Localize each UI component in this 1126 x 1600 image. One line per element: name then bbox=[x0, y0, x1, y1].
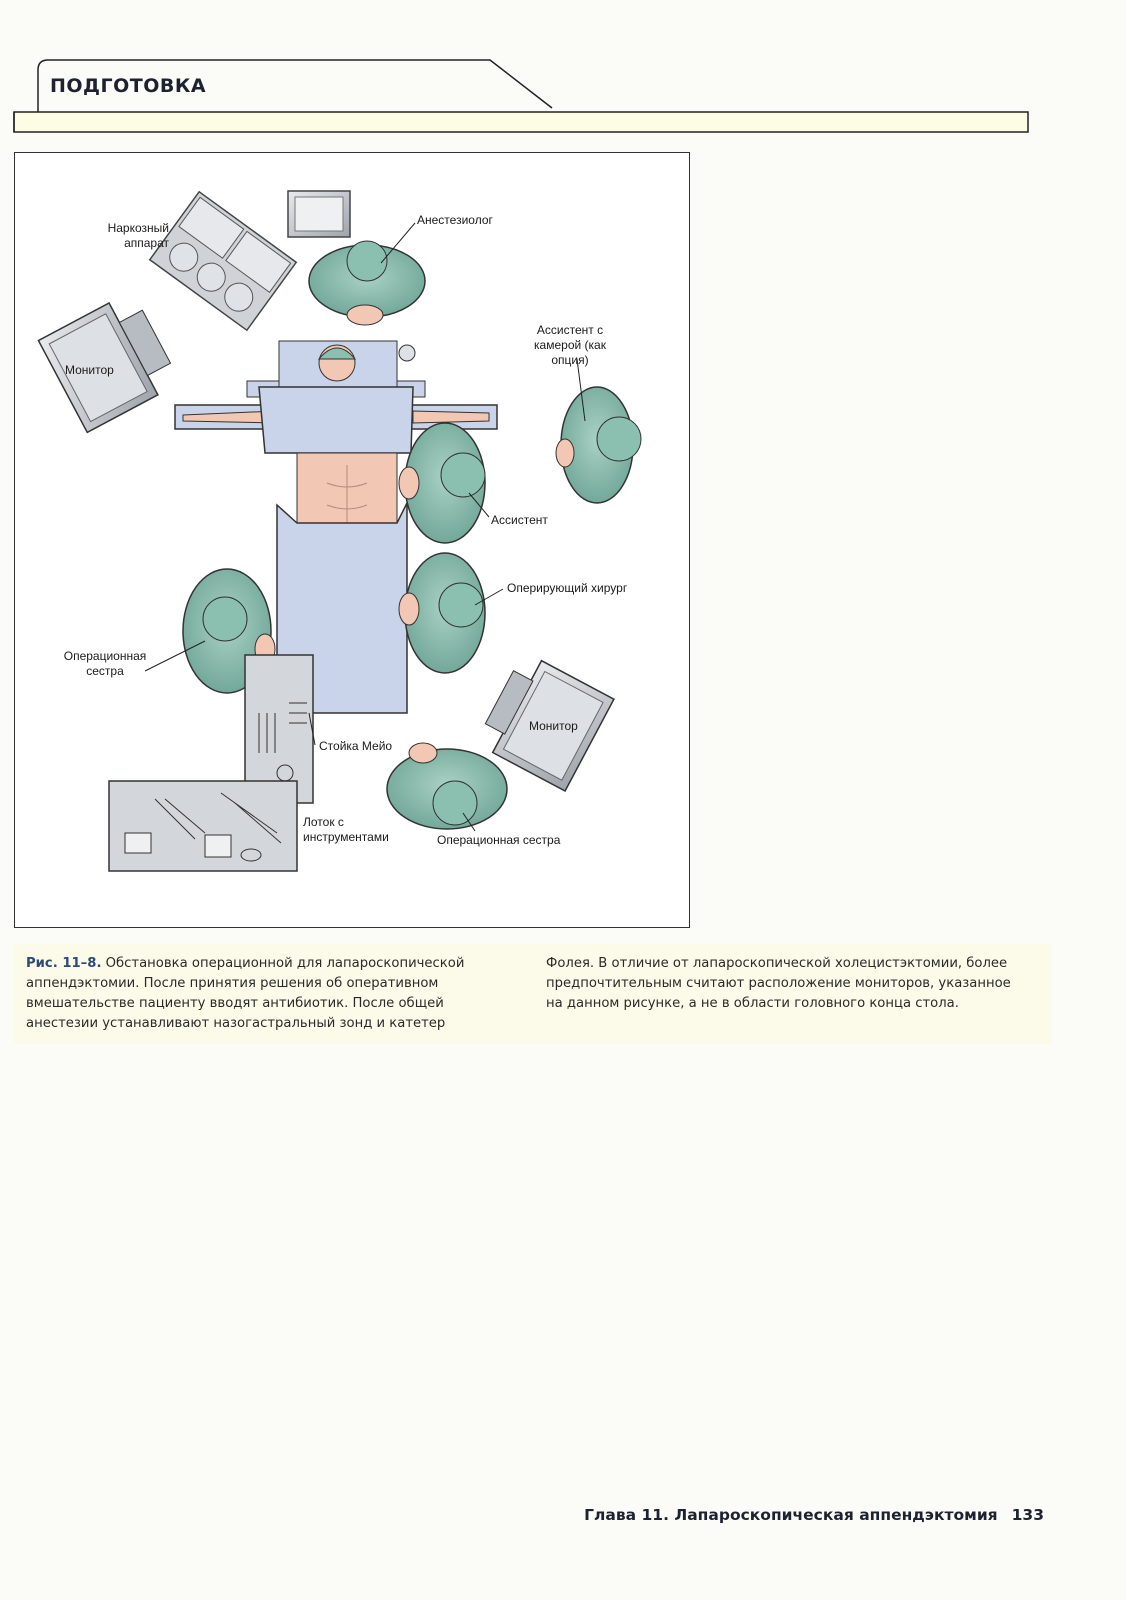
page-number: 133 bbox=[1011, 1506, 1044, 1524]
label-scrub-nurse-bottom: Операционная сестра bbox=[437, 833, 561, 847]
page-footer bbox=[584, 1506, 1044, 1524]
caption-text-part1: Обстановка операционной для лапароскопической аппендэктомии. После принятия решения об оперативном вмешательстве пациенту вводят антибиотик. После общей анестезии устанавливают назогастральный зонд и катетер bbox=[26, 956, 465, 1031]
label-monitor-left: Монитор bbox=[65, 363, 114, 377]
operating-surgeon-figure bbox=[399, 553, 485, 673]
chapter-title: Глава 11. Лапароскопическая аппендэктомия bbox=[584, 1506, 998, 1524]
operating-room-illustration bbox=[15, 153, 691, 929]
label-camera-assistant: Ассистент с камерой (как опция) bbox=[534, 323, 606, 367]
label-anesthesiologist: Анестезиолог bbox=[417, 213, 493, 227]
label-instrument-tray: Лоток с инструментами bbox=[303, 815, 389, 844]
section-title: ПОДГОТОВКА bbox=[50, 75, 207, 97]
label-operating-surgeon: Оперирующий хирург bbox=[507, 581, 628, 595]
caption-column-1 bbox=[26, 954, 496, 1034]
anesthesiologist-figure bbox=[309, 241, 425, 325]
label-mayo-stand: Стойка Мейо bbox=[319, 739, 393, 753]
caption-column-2 bbox=[546, 954, 1016, 1014]
camera-assistant-figure bbox=[556, 387, 641, 503]
label-scrub-nurse-left: Операционная сестра bbox=[63, 649, 147, 678]
figure-number: Рис. 11–8. bbox=[26, 956, 102, 971]
label-monitor-right: Монитор bbox=[529, 719, 578, 733]
label-assistant: Ассистент bbox=[491, 513, 548, 527]
scrub-nurse-bottom-figure bbox=[387, 743, 507, 829]
anesthesia-machine bbox=[150, 192, 296, 330]
operating-room-figure bbox=[14, 152, 690, 928]
instrument-tray bbox=[109, 781, 297, 871]
section-header-tab bbox=[0, 52, 1126, 152]
left-monitor bbox=[38, 291, 180, 433]
anesthesia-monitor bbox=[288, 191, 350, 237]
caption-text-part2: Фолея. В отличие от лапароскопической холецистэктомии, более предпочтительным считают расположение мониторов, указанное на данном рисунке, а не в области головного конца стола. bbox=[546, 956, 1011, 1011]
label-anesthesia-machine: Наркозный аппарат bbox=[107, 221, 169, 250]
